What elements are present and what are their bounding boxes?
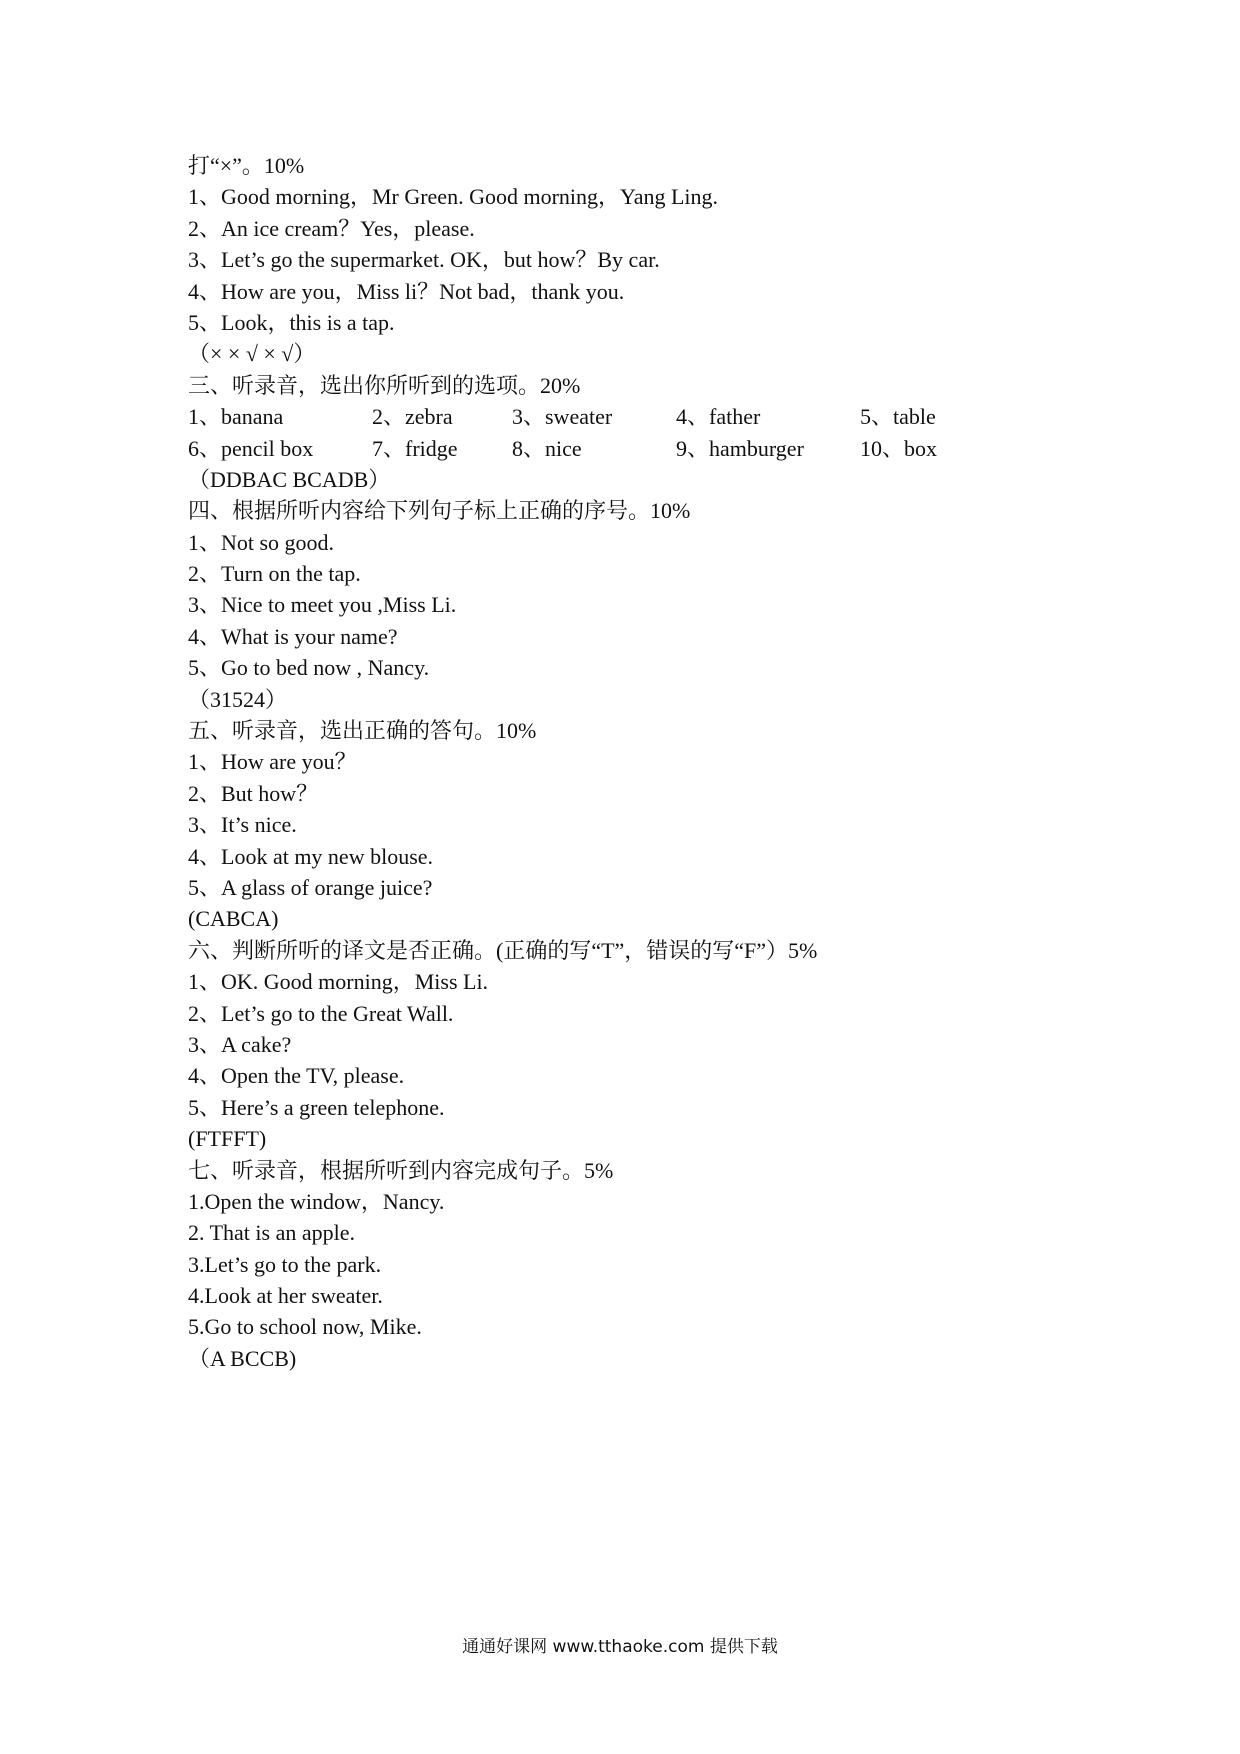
answer-key: （DDBAC BCADB） bbox=[188, 466, 391, 492]
list-item: 1、Not so good. bbox=[188, 529, 335, 555]
list-item: 2、Let’s go to the Great Wall. bbox=[188, 1000, 454, 1026]
answer-key: （× × √ × √） bbox=[188, 341, 316, 367]
answer-key: (CABCA) bbox=[188, 906, 279, 932]
list-item: 5、Here’s a green telephone. bbox=[188, 1094, 445, 1120]
option-row bbox=[188, 433, 1088, 464]
list-item: 5、A glass of orange juice? bbox=[188, 874, 433, 900]
answer-key: (FTFFT) bbox=[188, 1126, 267, 1152]
list-item: 2、An ice cream？Yes，please. bbox=[188, 215, 475, 241]
option-item: 4、father bbox=[676, 404, 761, 430]
list-item: 5、Look，this is a tap. bbox=[188, 309, 395, 335]
option-item: 5、table bbox=[860, 404, 936, 430]
section-heading: 七、听录音，根据所听到内容完成句子。5% bbox=[188, 1157, 614, 1183]
list-item: 1.Open the window，Nancy. bbox=[188, 1188, 445, 1214]
list-item: 2、But how？ bbox=[188, 780, 319, 806]
document-body bbox=[188, 150, 1088, 1374]
option-item: 7、fridge bbox=[372, 435, 458, 461]
list-item: 3、It’s nice. bbox=[188, 812, 297, 838]
list-item: 1、How are you？ bbox=[188, 749, 357, 775]
option-item: 6、pencil box bbox=[188, 435, 314, 461]
list-item: 4、Look at my new blouse. bbox=[188, 843, 434, 869]
list-item: 2. That is an apple. bbox=[188, 1220, 355, 1246]
list-item: 3.Let’s go to the park. bbox=[188, 1251, 382, 1277]
list-item: 1、Good morning，Mr Green. Good morning，Yang Ling. bbox=[188, 184, 719, 210]
section-heading: 五、听录音，选出正确的答句。10% bbox=[188, 718, 537, 744]
option-item: 9、hamburger bbox=[676, 435, 804, 461]
list-item: 4、Open the TV, please. bbox=[188, 1063, 405, 1089]
section-heading: 四、根据所听内容给下列句子标上正确的序号。10% bbox=[188, 498, 691, 524]
option-item: 10、box bbox=[860, 435, 938, 461]
answer-key: （31524） bbox=[188, 686, 288, 712]
list-item: 4、What is your name? bbox=[188, 623, 398, 649]
page-footer: 通通好课网 www.tthaoke.com 提供下载 bbox=[462, 1637, 778, 1657]
section-intro: 打“×”。10% bbox=[188, 153, 305, 178]
option-item: 8、nice bbox=[512, 435, 582, 461]
list-item: 4.Look at her sweater. bbox=[188, 1283, 383, 1309]
list-item: 4、How are you，Miss li？Not bad，thank you. bbox=[188, 278, 625, 304]
list-item: 5.Go to school now, Mike. bbox=[188, 1314, 422, 1340]
option-item: 2、zebra bbox=[372, 404, 453, 430]
option-item: 1、banana bbox=[188, 404, 284, 430]
option-item: 3、sweater bbox=[512, 404, 613, 430]
section-heading: 六、判断所听的译文是否正确。(正确的写“T”，错误的写“F”）5% bbox=[188, 937, 818, 963]
list-item: 3、A cake? bbox=[188, 1031, 292, 1057]
option-row bbox=[188, 401, 1088, 432]
list-item: 3、Nice to meet you ,Miss Li. bbox=[188, 592, 457, 618]
answer-key: （A BCCB) bbox=[188, 1345, 297, 1371]
list-item: 1、OK. Good morning，Miss Li. bbox=[188, 969, 489, 995]
section-heading: 三、听录音，选出你所听到的选项。20% bbox=[188, 372, 581, 398]
list-item: 3、Let’s go the supermarket. OK，but how？By car. bbox=[188, 247, 660, 273]
list-item: 5、Go to bed now , Nancy. bbox=[188, 655, 430, 681]
list-item: 2、Turn on the tap. bbox=[188, 561, 361, 587]
